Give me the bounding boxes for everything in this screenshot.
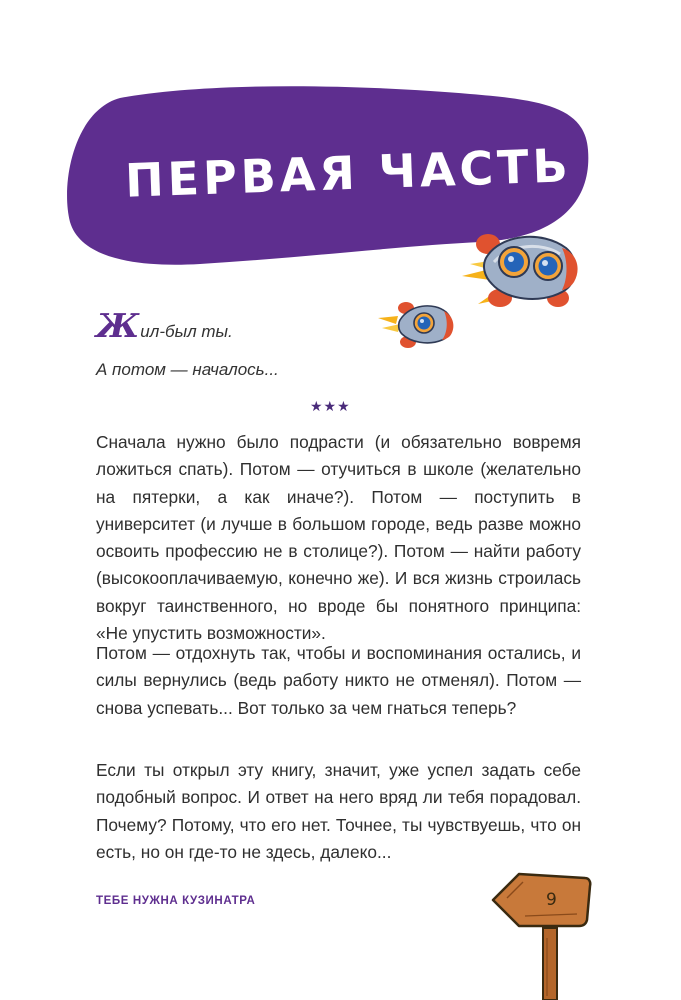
intro-line-1 — [96, 306, 233, 345]
rocket-icon — [376, 294, 456, 354]
intro-line-2: А потом — началось... — [96, 360, 279, 379]
paragraph-2: Потом — отдохнуть так, чтобы и воспоминания остались, и силы вернулись (ведь работу никто не отменял). Потом — снова успевать... Вот только за чем гнаться теперь? — [96, 643, 581, 718]
section-separator: ★★★ — [310, 398, 351, 414]
rocket-icon — [450, 218, 580, 316]
chapter-title: ПЕРВАЯ ЧАСТЬ — [124, 138, 573, 208]
signpost-icon — [485, 868, 595, 1000]
paragraph-3: Если ты открыл эту книгу, значит, уже успел задать себе подобный вопрос. И ответ на него вряд ли тебя порадовал. Почему? Потому, что его нет. Точнее, ты чувствуешь, что он есть, но он где-то не здесь, далеко... — [96, 760, 581, 862]
footer-book-title: ТЕБЕ НУЖНА КУЗИНАТРА — [96, 895, 256, 907]
page-number: 9 — [546, 890, 557, 910]
intro-line-1-text: ил-был ты. — [140, 322, 233, 341]
drop-cap: Ж — [96, 306, 140, 345]
paragraph-1: Сначала нужно было подрасти (и обязательно вовремя ложиться спать). Потом — отучиться в школе (желательно на пятерки, а как иначе?). Потом — поступить в университет (и лучше в большом городе, ведь разве можно освоить профессию не в столице?). Потом — найти работу (высокооплачиваемую, конечно же). И вся жизнь строилась вокруг таинственного, но вроде бы понятного принципа: «Не упустить возможности». — [96, 432, 581, 644]
